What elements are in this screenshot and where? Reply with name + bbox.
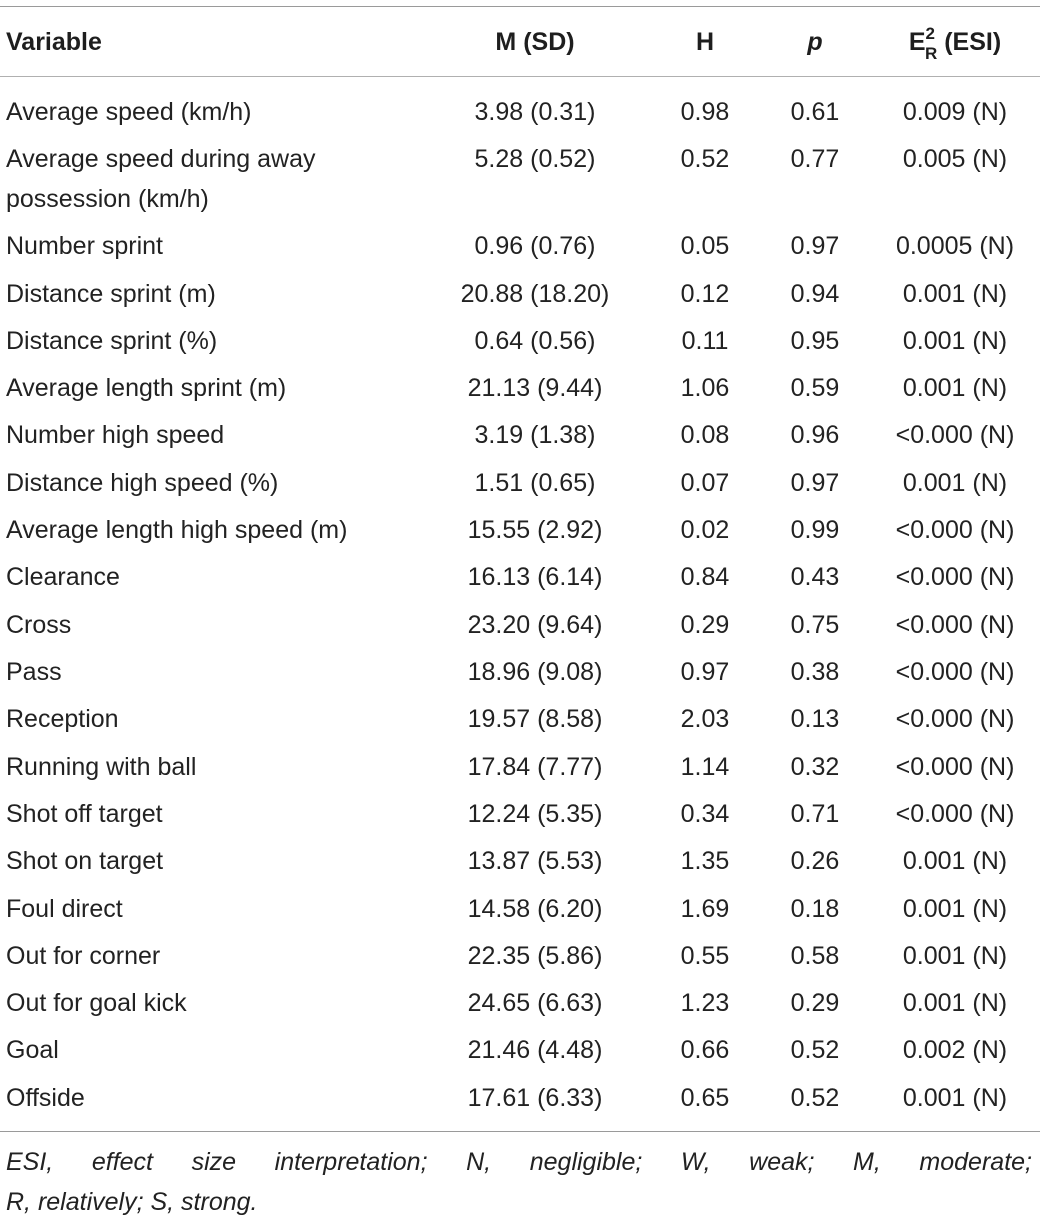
cell-h: 1.14 — [680, 753, 730, 781]
cell-effect-size: <0.000 (N) — [895, 516, 1015, 544]
cell-variable: Offside — [6, 1084, 85, 1112]
header-effect-esi: (ESI) — [937, 28, 1002, 56]
cell-variable: Out for goal kick — [6, 989, 187, 1017]
cell-effect-size: 0.001 (N) — [902, 327, 1008, 355]
cell-h: 0.12 — [680, 280, 730, 308]
cell-m-sd: 12.24 (5.35) — [467, 800, 603, 828]
cell-p: 0.43 — [790, 563, 840, 591]
cell-variable: Number sprint — [6, 232, 163, 260]
cell-p: 0.95 — [790, 327, 840, 355]
cell-effect-size: 0.001 (N) — [902, 469, 1008, 497]
cell-p: 0.26 — [790, 847, 840, 875]
cell-p: 0.52 — [790, 1036, 840, 1064]
cell-h: 2.03 — [680, 705, 730, 733]
cell-p: 0.59 — [790, 374, 840, 402]
cell-variable: Out for corner — [6, 942, 161, 970]
header-variable: Variable — [6, 28, 102, 56]
footnote-line-2: R, relatively; S, strong. — [6, 1188, 258, 1216]
cell-effect-size: <0.000 (N) — [895, 658, 1015, 686]
cell-effect-size: <0.000 (N) — [895, 563, 1015, 591]
cell-variable: Shot off target — [6, 800, 163, 828]
cell-p: 0.99 — [790, 516, 840, 544]
cell-h: 0.34 — [680, 800, 730, 828]
cell-effect-size: 0.001 (N) — [902, 942, 1008, 970]
cell-effect-size: 0.001 (N) — [902, 989, 1008, 1017]
header-effect-e: E — [908, 28, 926, 56]
cell-h: 0.98 — [680, 98, 730, 126]
cell-effect-size: 0.001 (N) — [902, 847, 1008, 875]
cell-variable: Shot on target — [6, 847, 164, 875]
header-p: p — [807, 28, 823, 56]
cell-variable: Pass — [6, 658, 62, 686]
header-effect-superscript: 2 — [925, 24, 935, 43]
cell-p: 0.13 — [790, 705, 840, 733]
cell-variable: Average length sprint (m) — [6, 374, 287, 402]
cell-p: 0.52 — [790, 1084, 840, 1112]
cell-p: 0.75 — [790, 611, 840, 639]
cell-h: 0.02 — [680, 516, 730, 544]
cell-m-sd: 13.87 (5.53) — [467, 847, 603, 875]
cell-m-sd: 0.96 (0.76) — [474, 232, 596, 260]
cell-effect-size: <0.000 (N) — [895, 705, 1015, 733]
cell-m-sd: 14.58 (6.20) — [467, 895, 603, 923]
cell-variable: Average speed during away — [6, 145, 316, 173]
cell-p: 0.94 — [790, 280, 840, 308]
cell-h: 0.11 — [681, 327, 729, 355]
cell-h: 0.55 — [680, 942, 730, 970]
cell-effect-size: 0.005 (N) — [902, 145, 1008, 173]
cell-m-sd: 17.61 (6.33) — [467, 1084, 603, 1112]
cell-m-sd: 21.13 (9.44) — [467, 374, 603, 402]
cell-effect-size: <0.000 (N) — [895, 800, 1015, 828]
cell-p: 0.58 — [790, 942, 840, 970]
cell-m-sd: 3.98 (0.31) — [474, 98, 596, 126]
cell-m-sd: 16.13 (6.14) — [467, 563, 603, 591]
header-effect-subscript: R — [924, 44, 938, 63]
cell-m-sd: 0.64 (0.56) — [474, 327, 596, 355]
table-footnote — [6, 1142, 1032, 1220]
cell-effect-size: 0.0005 (N) — [895, 232, 1015, 260]
cell-effect-size: 0.002 (N) — [902, 1036, 1008, 1064]
cell-variable-continued: possession (km/h) — [6, 185, 209, 213]
cell-h: 1.23 — [680, 989, 730, 1017]
cell-effect-size: <0.000 (N) — [895, 611, 1015, 639]
cell-effect-size: 0.009 (N) — [902, 98, 1008, 126]
cell-variable: Average speed (km/h) — [6, 98, 252, 126]
header-m-sd: M (SD) — [495, 28, 575, 56]
cell-variable: Goal — [6, 1036, 59, 1064]
cell-effect-size: 0.001 (N) — [902, 1084, 1008, 1112]
cell-m-sd: 19.57 (8.58) — [467, 705, 603, 733]
cell-variable: Cross — [6, 611, 72, 639]
cell-p: 0.32 — [790, 753, 840, 781]
cell-h: 0.65 — [680, 1084, 730, 1112]
cell-m-sd: 21.46 (4.48) — [467, 1036, 603, 1064]
cell-variable: Foul direct — [6, 895, 123, 923]
cell-effect-size: 0.001 (N) — [902, 374, 1008, 402]
cell-m-sd: 17.84 (7.77) — [467, 753, 603, 781]
cell-h: 0.66 — [680, 1036, 730, 1064]
cell-h: 1.69 — [680, 895, 730, 923]
cell-h: 0.97 — [680, 658, 730, 686]
cell-m-sd: 3.19 (1.38) — [474, 421, 596, 449]
cell-effect-size: 0.001 (N) — [902, 280, 1008, 308]
cell-m-sd: 22.35 (5.86) — [467, 942, 603, 970]
cell-p: 0.97 — [790, 469, 840, 497]
header-effect-size — [870, 22, 1040, 65]
cell-effect-size: <0.000 (N) — [895, 421, 1015, 449]
cell-h: 0.84 — [680, 563, 730, 591]
cell-variable: Clearance — [6, 563, 120, 591]
cell-variable: Distance sprint (m) — [6, 280, 216, 308]
cell-variable: Average length high speed (m) — [6, 516, 348, 544]
cell-variable: Number high speed — [6, 421, 225, 449]
cell-m-sd: 5.28 (0.52) — [474, 145, 596, 173]
cell-p: 0.18 — [790, 895, 840, 923]
cell-h: 0.05 — [680, 232, 730, 260]
cell-m-sd: 15.55 (2.92) — [467, 516, 603, 544]
cell-p: 0.96 — [790, 421, 840, 449]
cell-variable: Distance sprint (%) — [6, 327, 218, 355]
table-bottom-rule — [0, 1131, 1040, 1132]
cell-h: 1.06 — [680, 374, 730, 402]
cell-m-sd: 18.96 (9.08) — [467, 658, 603, 686]
footnote-line-1: ESI, effect size interpretation; N, negligible; W, weak; M, moderate; — [6, 1148, 1032, 1176]
cell-p: 0.71 — [790, 800, 840, 828]
header-h: H — [695, 28, 715, 56]
cell-variable: Running with ball — [6, 753, 197, 781]
cell-m-sd: 20.88 (18.20) — [460, 280, 610, 308]
cell-variable: Distance high speed (%) — [6, 469, 279, 497]
cell-h: 0.07 — [680, 469, 730, 497]
cell-p: 0.97 — [790, 232, 840, 260]
table-header-rule — [0, 76, 1040, 77]
cell-p: 0.38 — [790, 658, 840, 686]
cell-effect-size: <0.000 (N) — [895, 753, 1015, 781]
cell-h: 1.35 — [680, 847, 730, 875]
cell-p: 0.77 — [790, 145, 840, 173]
cell-m-sd: 24.65 (6.63) — [467, 989, 603, 1017]
cell-h: 0.52 — [680, 145, 730, 173]
cell-h: 0.29 — [680, 611, 730, 639]
table-top-rule — [0, 6, 1040, 7]
cell-m-sd: 1.51 (0.65) — [474, 469, 596, 497]
cell-m-sd: 23.20 (9.64) — [467, 611, 603, 639]
cell-h: 0.08 — [680, 421, 730, 449]
cell-p: 0.61 — [790, 98, 840, 126]
cell-variable: Reception — [6, 705, 119, 733]
cell-effect-size: 0.001 (N) — [902, 895, 1008, 923]
cell-p: 0.29 — [790, 989, 840, 1017]
